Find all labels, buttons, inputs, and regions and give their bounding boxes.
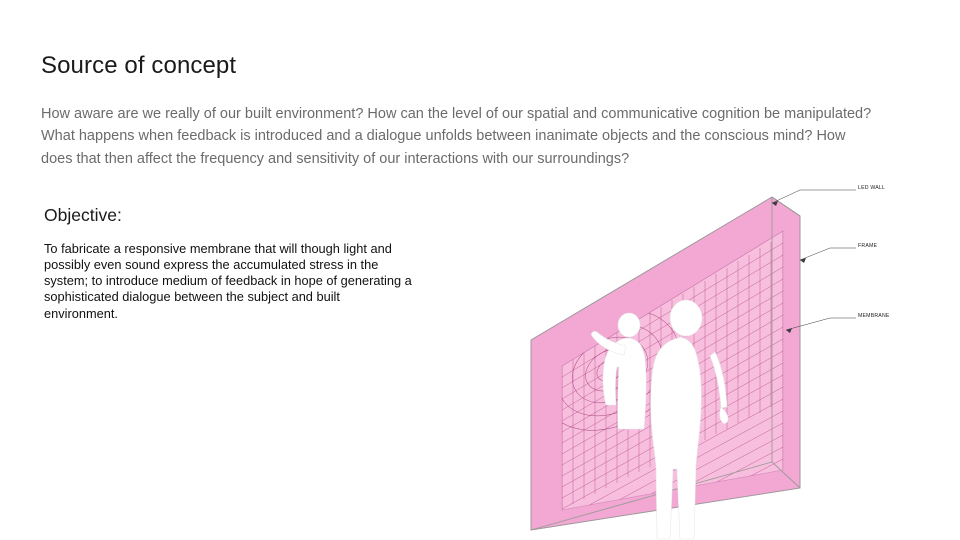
objective-heading: Objective: [44, 204, 122, 225]
page-title: Source of concept [41, 52, 237, 80]
callout-label-membrane: MEMBRANE [858, 313, 890, 319]
intro-paragraph: How aware are we really of our built environment? How can the level of our spatial and communicative cognition be manipulated? What happens when feedback is introduced and a dialogue unfolds between inanimate objects and the conscious mind? How does that then affect the frequency and sensitivity of our interactions with our surroundings? [41, 105, 872, 167]
concept-diagram [500, 170, 960, 540]
objective-body: To fabricate a responsive membrane that will though light and possibly even sound express the accumulated stress in the system; to introduce medium of feedback in hope of generating a sophisticated dialogue between the subject and built environment. [44, 240, 412, 321]
callout-label-frame: FRAME [858, 243, 878, 249]
callout-label-led-wall: LED WALL [858, 185, 886, 191]
